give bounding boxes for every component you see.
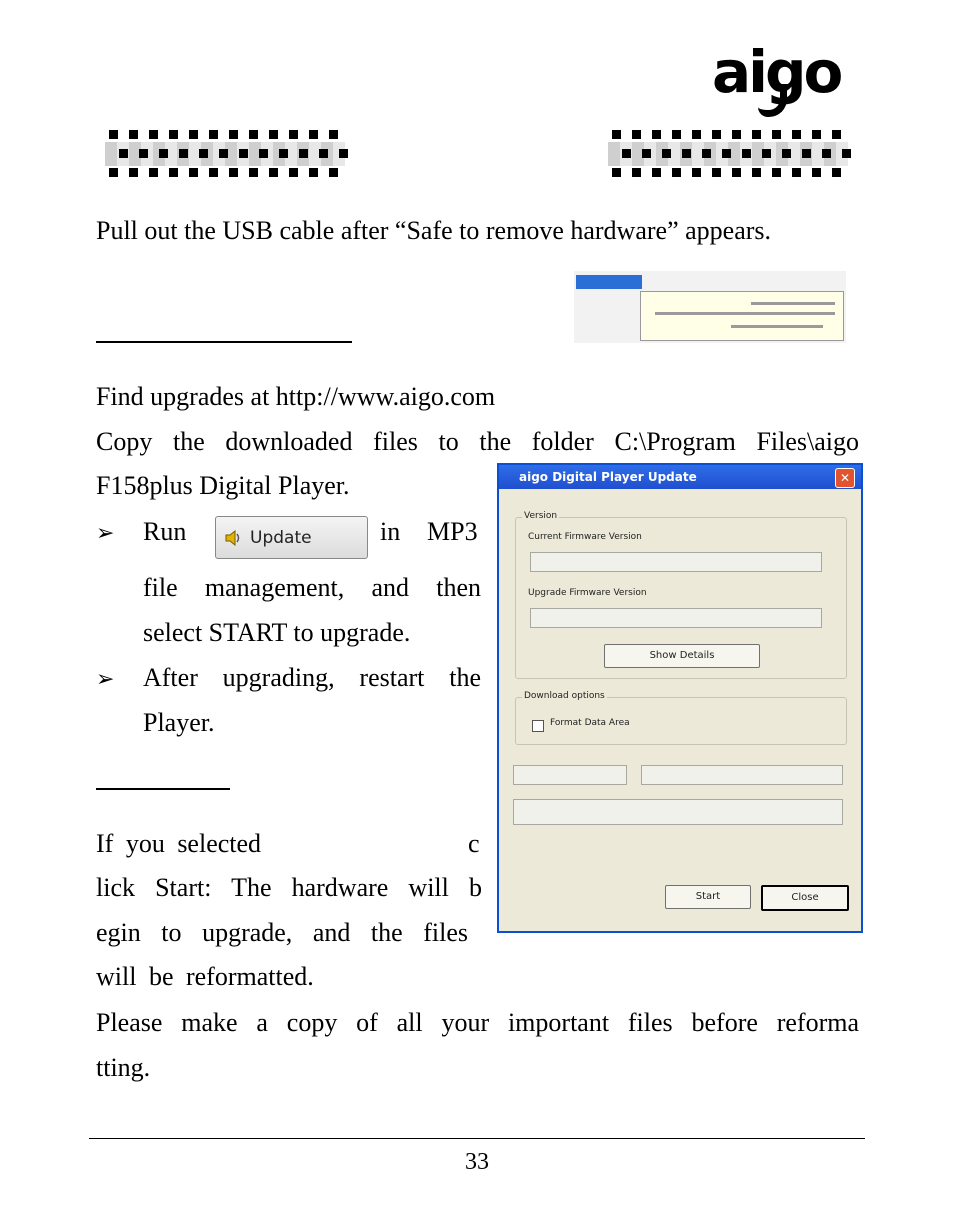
checker-square [632, 168, 641, 177]
checker-square [319, 149, 328, 158]
checker-square [109, 130, 118, 139]
section-rule [96, 788, 230, 790]
checker-square [329, 168, 338, 177]
checker-square [642, 149, 651, 158]
checker-square [239, 149, 248, 158]
download-options-group [515, 691, 847, 745]
checker-square [189, 130, 198, 139]
checker-square [159, 149, 168, 158]
checker-square [209, 130, 218, 139]
checker-square [279, 149, 288, 158]
tray-chip [576, 275, 642, 289]
safe-remove-popup-image [574, 271, 846, 343]
if-text-line2: lick Start: The hardware will b [96, 873, 482, 902]
notification-balloon [640, 291, 844, 341]
checker-square [309, 168, 318, 177]
aigo-logo [712, 38, 842, 122]
if-text-line1-right: c [468, 829, 480, 858]
upgrade-version-field [530, 608, 822, 628]
checker-square [612, 130, 621, 139]
checker-square [692, 168, 701, 177]
show-details-button: Show Details [604, 644, 760, 668]
close-button: Close [761, 885, 849, 911]
checker-square [229, 168, 238, 177]
checker-square [119, 149, 128, 158]
status-field-right [641, 765, 843, 785]
update-dialog-image [497, 463, 863, 933]
checker-square [169, 130, 178, 139]
run-word: Run [143, 517, 187, 546]
checker-square [329, 130, 338, 139]
checker-square [652, 130, 661, 139]
if-text-line4: will be reformatted. [96, 962, 314, 991]
checker-square [109, 168, 118, 177]
checker-square [812, 130, 821, 139]
version-group-label: Version [524, 511, 558, 521]
checker-square [149, 130, 158, 139]
checker-square [772, 130, 781, 139]
checker-band-right [608, 130, 848, 178]
status-field-left [513, 765, 627, 785]
checker-square [652, 168, 661, 177]
checker-square [612, 168, 621, 177]
please-text-line1: Please make a copy of all your important files before reforma [96, 1008, 859, 1037]
if-text-line3: egin to upgrade, and the files [96, 918, 468, 947]
checker-square [139, 149, 148, 158]
checker-square [269, 130, 278, 139]
checker-square [672, 130, 681, 139]
checker-square [742, 149, 751, 158]
checker-square [762, 149, 771, 158]
checker-square [299, 149, 308, 158]
checker-square [842, 149, 851, 158]
update-button-image [215, 516, 368, 559]
checker-square [822, 149, 831, 158]
current-version-label: Current Firmware Version [528, 532, 642, 542]
checker-square [682, 149, 691, 158]
progress-bar [513, 799, 843, 825]
speaker-icon [224, 529, 240, 547]
checker-square [289, 130, 298, 139]
checker-square [832, 168, 841, 177]
copy-text-line1: Copy the downloaded files to the folder C:\Program Files\aigo [96, 427, 859, 456]
checker-square [732, 130, 741, 139]
checker-square [269, 168, 278, 177]
checker-square [752, 168, 761, 177]
run-in-word: in [380, 517, 401, 546]
checker-square [309, 130, 318, 139]
checker-square [259, 149, 268, 158]
checker-square [792, 130, 801, 139]
checker-square [672, 168, 681, 177]
start-button: Start [665, 885, 751, 909]
checker-square [722, 149, 731, 158]
format-checkbox [532, 720, 544, 732]
checker-square [702, 149, 711, 158]
checker-square [632, 130, 641, 139]
checker-square [339, 149, 348, 158]
checker-square [249, 130, 258, 139]
checker-square [129, 168, 138, 177]
find-upgrades-text: Find upgrades at http://www.aigo.com [96, 382, 496, 411]
checker-square [752, 130, 761, 139]
version-group [515, 511, 847, 679]
bullet-arrow-icon: ➢ [96, 666, 115, 691]
checker-band-left [105, 130, 345, 178]
checker-square [199, 149, 208, 158]
checker-square [219, 149, 228, 158]
checker-square [169, 168, 178, 177]
checker-square [712, 130, 721, 139]
checker-square [772, 168, 781, 177]
run-text-line2: file management, and then [143, 573, 481, 602]
copy-text-line2: F158plus Digital Player. [96, 471, 350, 500]
section-rule [96, 341, 352, 343]
checker-square [179, 149, 188, 158]
dialog-close-icon: ✕ [835, 468, 855, 488]
checker-square [782, 149, 791, 158]
footer-rule [89, 1138, 865, 1139]
safe-remove-text: Pull out the USB cable after “Safe to remove hardware” appears. [96, 216, 772, 245]
checker-square [149, 168, 158, 177]
checker-square [229, 130, 238, 139]
please-text-line2: tting. [96, 1053, 151, 1082]
checker-square [289, 168, 298, 177]
checker-square [802, 149, 811, 158]
checker-square [209, 168, 218, 177]
dialog-titlebar [499, 465, 861, 489]
update-button-label: Update [250, 527, 312, 548]
page-number: 33 [465, 1149, 489, 1175]
dialog-title: aigo Digital Player Update [519, 470, 697, 484]
checker-square [832, 130, 841, 139]
checker-square [622, 149, 631, 158]
bullet-arrow-icon: ➢ [96, 520, 115, 545]
logo-tail [758, 84, 787, 117]
after-text-line1: After upgrading, restart the [143, 663, 481, 692]
format-checkbox-label: Format Data Area [550, 718, 630, 728]
download-options-label: Download options [524, 691, 605, 701]
upgrade-version-label: Upgrade Firmware Version [528, 588, 647, 598]
checker-square [792, 168, 801, 177]
checker-square [712, 168, 721, 177]
current-version-field [530, 552, 822, 572]
run-text-line3: select START to upgrade. [143, 618, 411, 647]
checker-square [249, 168, 258, 177]
after-text-line2: Player. [143, 708, 215, 737]
checker-square [732, 168, 741, 177]
checker-square [662, 149, 671, 158]
logo-text: aigo [712, 38, 841, 106]
checker-square [692, 130, 701, 139]
checker-square [189, 168, 198, 177]
run-mp3-word: MP3 [427, 517, 478, 546]
checker-square [129, 130, 138, 139]
if-text-line1-left: If you selected [96, 829, 262, 858]
checker-square [812, 168, 821, 177]
